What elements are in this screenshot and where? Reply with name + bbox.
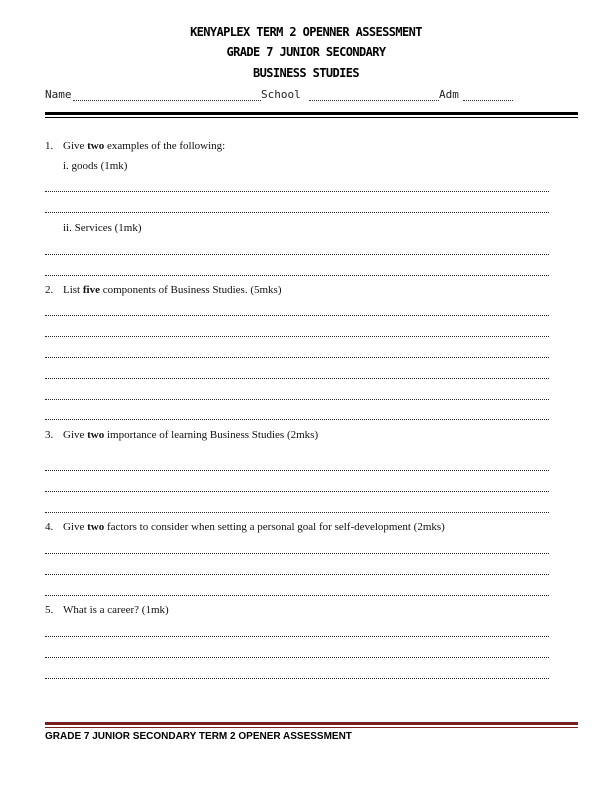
- school-label: School: [261, 88, 301, 101]
- question-number: 2.: [45, 284, 54, 296]
- question-number: 1.: [45, 140, 54, 152]
- school-field[interactable]: [309, 100, 439, 101]
- footer-rule-thick: [45, 722, 578, 725]
- question-4: 4. Give two factors to consider when setting a personal goal for self-development (2mks): [45, 521, 445, 533]
- answer-line[interactable]: [45, 191, 549, 192]
- answer-line[interactable]: [45, 399, 549, 400]
- answer-line[interactable]: [45, 595, 549, 596]
- answer-line[interactable]: [45, 512, 549, 513]
- exam-grade: GRADE 7 JUNIOR SECONDARY: [226, 45, 386, 59]
- exam-title: KENYAPLEX TERM 2 OPENNER ASSESSMENT: [190, 25, 422, 39]
- answer-line[interactable]: [45, 315, 549, 316]
- header-rule-thin: [45, 117, 578, 118]
- header-rule-thick: [45, 112, 578, 115]
- name-field[interactable]: [73, 100, 261, 101]
- answer-line[interactable]: [45, 657, 549, 658]
- answer-line[interactable]: [45, 336, 549, 337]
- footer-text: GRADE 7 JUNIOR SECONDARY TERM 2 OPENER ASSESSMENT: [45, 731, 352, 742]
- answer-line[interactable]: [45, 636, 549, 637]
- answer-line[interactable]: [45, 553, 549, 554]
- question-2: 2. List five components of Business Studies. (5mks): [45, 284, 282, 296]
- question-5: 5. What is a career? (1mk): [45, 604, 169, 616]
- answer-line[interactable]: [45, 212, 549, 213]
- answer-line[interactable]: [45, 574, 549, 575]
- answer-line[interactable]: [45, 254, 549, 255]
- answer-line[interactable]: [45, 419, 549, 420]
- answer-line[interactable]: [45, 491, 549, 492]
- question-1-part-ii: ii. Services (1mk): [63, 222, 142, 234]
- question-number: 3.: [45, 429, 54, 441]
- answer-line[interactable]: [45, 357, 549, 358]
- answer-line[interactable]: [45, 470, 549, 471]
- question-1: 1. Give two examples of the following:: [45, 140, 226, 152]
- question-3: 3. Give two importance of learning Business Studies (2mks): [45, 429, 319, 441]
- student-info-row: [45, 88, 565, 104]
- answer-line[interactable]: [45, 275, 549, 276]
- answer-line[interactable]: [45, 678, 549, 679]
- question-number: 5.: [45, 604, 54, 616]
- exam-subject: BUSINESS STUDIES: [253, 66, 359, 80]
- question-number: 4.: [45, 521, 54, 533]
- footer-rule-thin: [45, 727, 578, 728]
- question-1-part-i: i. goods (1mk): [63, 160, 128, 172]
- name-label: Name: [45, 88, 72, 101]
- adm-field[interactable]: [463, 100, 513, 101]
- adm-label: Adm: [439, 88, 459, 101]
- answer-line[interactable]: [45, 378, 549, 379]
